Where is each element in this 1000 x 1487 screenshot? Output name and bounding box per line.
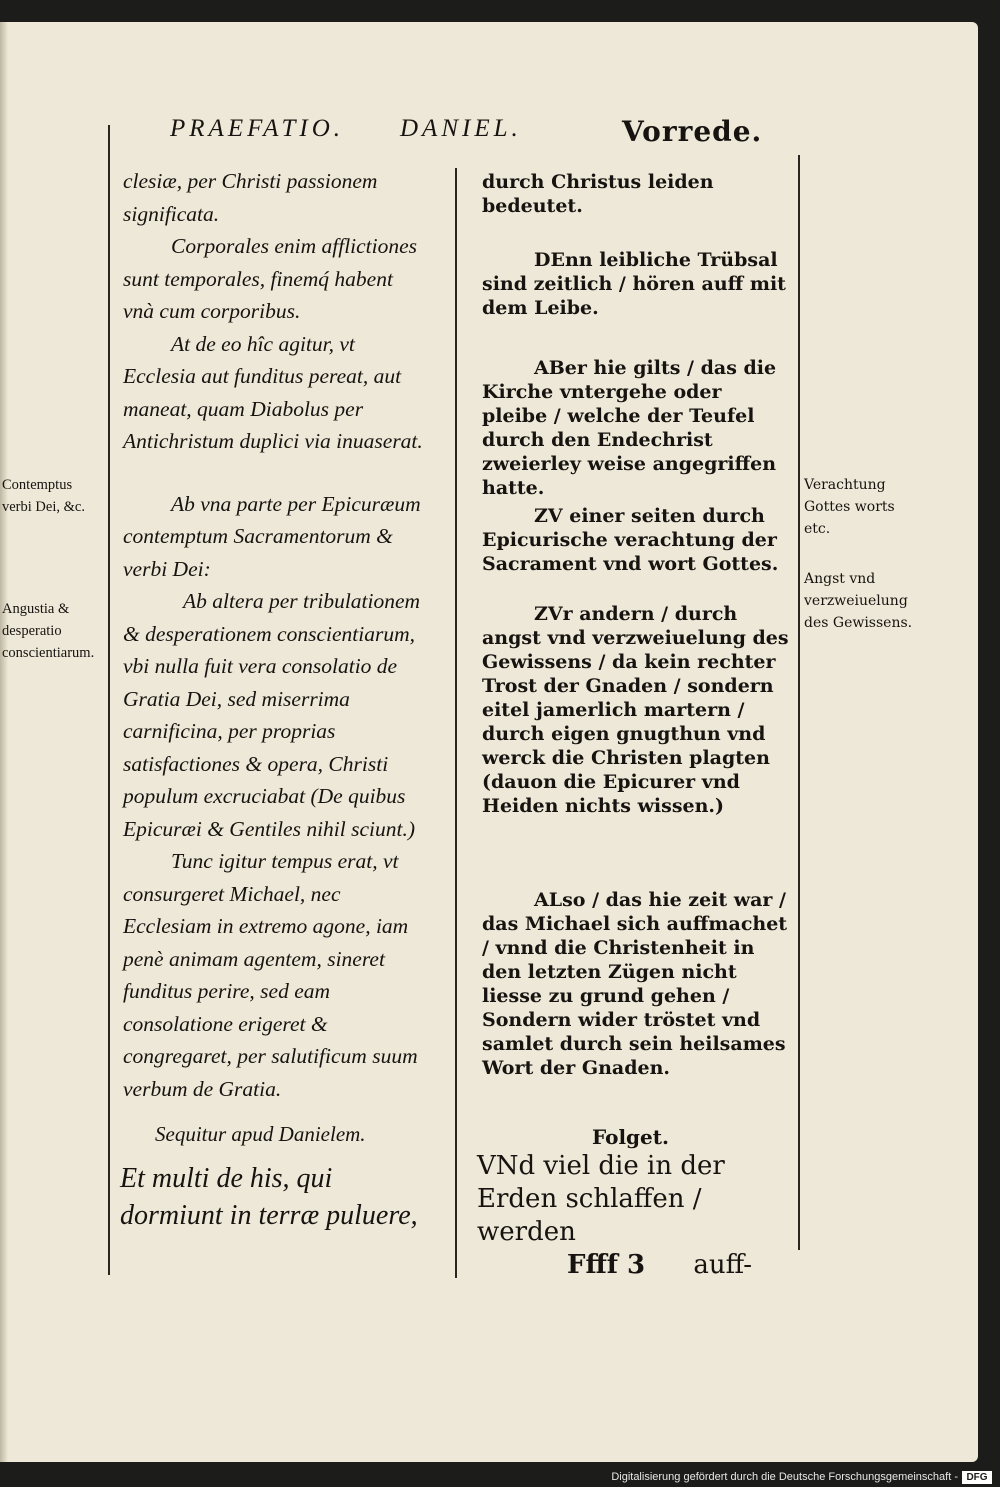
german-column bbox=[482, 170, 790, 1080]
latin-column bbox=[123, 165, 423, 1105]
latin-paragraph: Corporales enim afflictiones sunt temporales, finemq́ habent vnà cum corporibus. bbox=[123, 234, 418, 323]
german-paragraph: DEnn leibliche Trübsal sind zeitlich / hören auff mit dem Leibe. bbox=[482, 249, 786, 319]
latin-paragraph: Ab vna parte per Epicuræum contemptum Sacramentorum & verbi Dei: bbox=[123, 491, 421, 581]
latin-paragraph: At de eo hîc agitur, vt Ecclesia aut funditus pereat, aut maneat, quam Diabolus per Antichristum duplici via inuaserat. bbox=[123, 331, 423, 453]
german-paragraph: ABer hie gilts / das die Kirche vntergehe oder pleibe / welche der Teufel durch den Endechrist zweierley weise angegriffen hatte. bbox=[482, 357, 777, 499]
latin-paragraph: Tunc igitur tempus erat, vt consurgeret Michael, nec Ecclesiam in extremo agone, iam penè animam agentem, sineret funditus perire, sed eam consolatione erigeret & congregaret, per salutificum suum verbum de Gratia. bbox=[123, 849, 418, 1101]
right-margin-note-angst: Angst vnd verzweiuelung des Gewissens. bbox=[804, 571, 913, 631]
german-quote bbox=[477, 1150, 797, 1282]
header-vorrede: Vorrede. bbox=[622, 115, 763, 148]
right-margin-note-verachtung: Verachtung Gottes worts etc. bbox=[804, 477, 895, 537]
header-praefatio: PRAEFATIO. bbox=[170, 115, 345, 142]
german-paragraph: durch Christus leiden bedeutet. bbox=[482, 171, 714, 217]
signature-mark: Ffff 3 bbox=[567, 1250, 646, 1280]
center-column-rule bbox=[455, 168, 457, 1278]
left-margin-note-angustia: Angustia & desperatio conscientiarum. bbox=[2, 601, 95, 661]
german-quote-text: VNd viel die in der Erden schlaffen / werden bbox=[477, 1151, 725, 1247]
dfg-logo: DFG bbox=[962, 1471, 992, 1484]
catchword: auff- bbox=[693, 1250, 752, 1280]
german-paragraph: ZVr andern / durch angst vnd verzweiuelung des Gewissens / da kein rechter Trost der Gnaden / sondern eitel jamerlich martern / durch eigen gnugthun vnd werck die Christen plagten (dauon die Epicurer vnd Heiden nichts wissen.) bbox=[482, 603, 789, 817]
latin-paragraph: clesiæ, per Christi passionem significata. bbox=[123, 169, 378, 226]
german-paragraph: ZV einer seiten durch Epicurische verachtung der Sacrament vnd wort Gottes. bbox=[482, 505, 779, 575]
right-column-rule bbox=[798, 155, 800, 1250]
left-margin-note-contemptus: Contemptus verbi Dei, &c. bbox=[2, 477, 85, 515]
latin-paragraph: Ab altera per tribulationem & desperationem conscientiarum, vbi nulla fuit vera consolatio de Gratia Dei, sed miserrima carnificina, per proprias satisfactiones & opera, Christi populum excruciabat (De quibus Epicuræi & Gentiles nihil sciunt.) bbox=[123, 589, 421, 841]
latin-sequitur: Sequitur apud Danielem. bbox=[155, 1122, 366, 1146]
digitization-credit: Digitalisierung gefördert durch die Deutsche Forschungsgemeinschaft - bbox=[611, 1471, 958, 1483]
left-column-rule bbox=[108, 125, 110, 1275]
latin-quote: Et multi de his, qui dormiunt in terræ puluere, bbox=[120, 1163, 418, 1231]
german-folget: Folget. bbox=[592, 1125, 669, 1149]
header-daniel: DANIEL. bbox=[400, 115, 522, 142]
german-paragraph: ALso / das hie zeit war / das Michael sich auffmachet / vnnd die Christenheit in den letzten Zügen nicht liesse zu grund gehen / Sondern wider tröstet vnd samlet durch sein heilsames Wort der Gnaden. bbox=[482, 889, 788, 1079]
page-gutter-shadow bbox=[0, 22, 8, 1462]
